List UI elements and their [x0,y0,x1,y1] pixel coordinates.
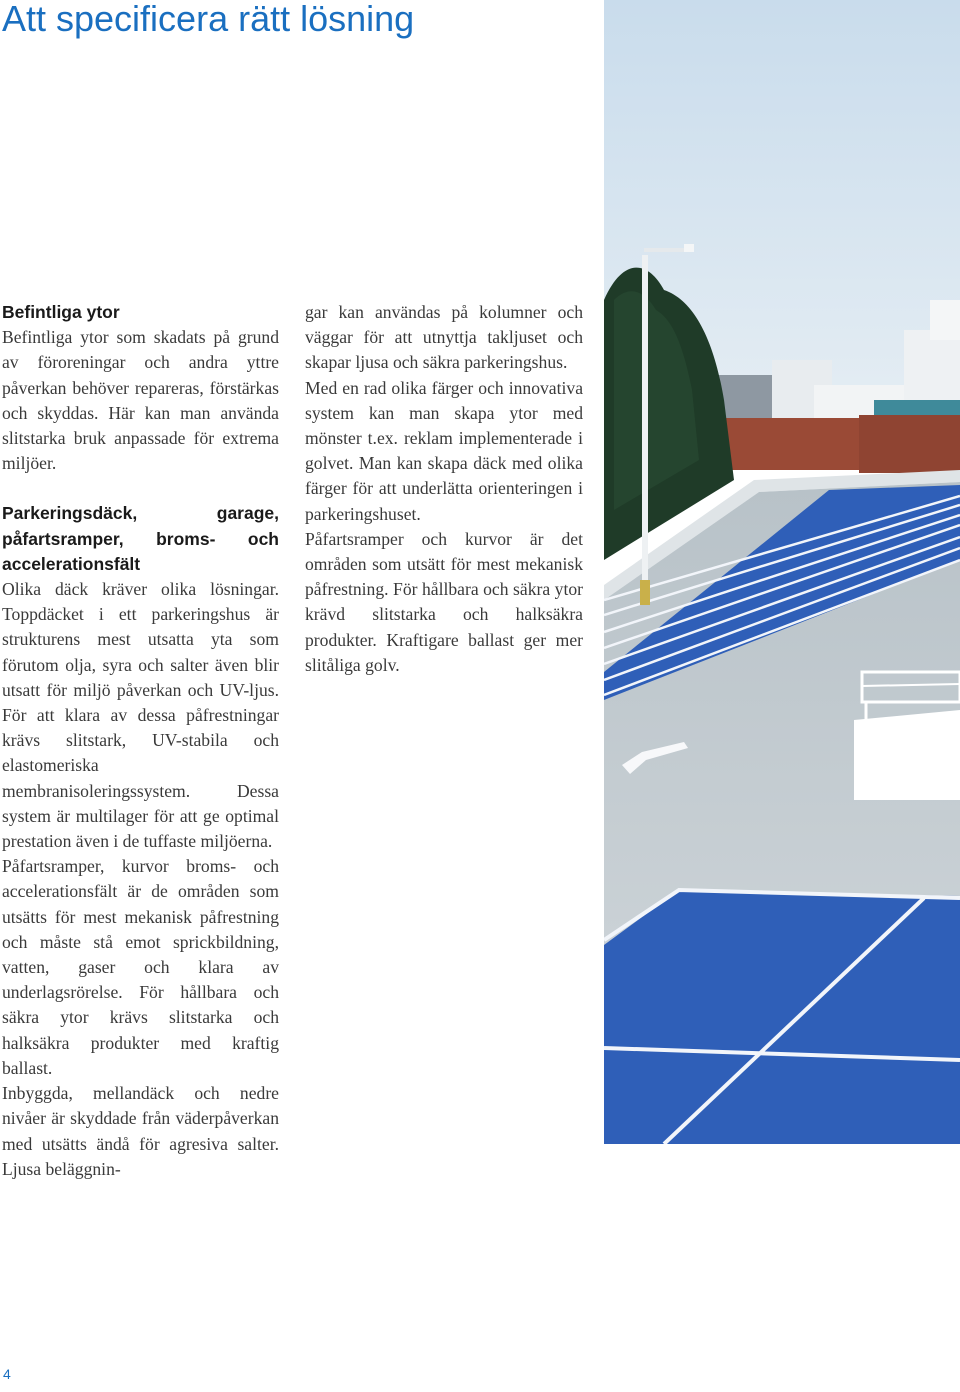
paragraph-colors-patterns: Med en rad olika färger och innovativa system kan man skapa ytor med mönster t.ex. reklam implementerade i golvet. Man kan skapa däck med olika färger för att underlätta orienteringen i parkeringshuset. [305,377,583,524]
section-heading-existing-surfaces: Befintliga ytor [2,302,120,322]
middle-text-column [305,300,583,678]
blue-parking-lower [604,890,960,1144]
paragraph-ramps-curves: Påfartsramper och kurvor är det områden som utsätt för mest mekanisk påfrestning. För hållbara och säkra ytor krävd slitstarka och halksäkra produkter. Kraftigare ballast ger mer slitåliga golv. [305,528,583,675]
page-title: Att specificera rätt lösning [2,0,415,39]
page-number: 4 [3,1366,11,1382]
paragraph-existing-surfaces: Befintliga ytor som skadats på grund av föroreningar och andra yttre påverkan behöver repareras, förstärkas och skyddas. Här kan man använda slitstarka bruk anpassade för extrema miljöer. [2,327,279,474]
paragraph-ramps: Påfartsramper, kurvor broms- och accelerationsfält är de områden som utsätts för mest mekanisk påfrestning och måste stå emot sprickbildning, vatten, gaser och klara av underlagsrörelse. För hållbara och säkra ytor krävs slitstarka och halksäkra produkter med kraftig ballast. [2,856,279,1078]
section-heading-parking-decks: Parkeringsdäck, garage, påfartsramper, broms- och accelerationsfält [2,503,279,574]
paragraph-parking-decks: Olika däck kräver olika lösningar. Toppdäcket i ett parkeringshus är strukturens mest utsatta yta som förutom olja, syra och salter även blir utsatt för miljö påverkan och UV-ljus. För att klara av dessa påfrestningar krävs slitstark, UV-stabila och elastomeriska membranisoleringssystem. Dessa system är multilager för att ge optimal prestation även i de tuffaste miljöerna. [2,579,279,852]
parking-deck-photo [604,0,960,1144]
paragraph-light-coatings: gar kan användas på kolumner och väggar för att utnyttja takljuset och skapar ljusa och säkra parkeringshus. [305,302,583,373]
brick-wall [724,418,864,470]
paragraph-lower-levels: Inbyggda, mellandäck och nedre nivåer är skyddade från väderpåverkan med utsätts ändå för agresiva salter. Ljusa beläggnin- [2,1083,279,1179]
left-text-column [2,300,279,1182]
brick-building [859,415,960,473]
